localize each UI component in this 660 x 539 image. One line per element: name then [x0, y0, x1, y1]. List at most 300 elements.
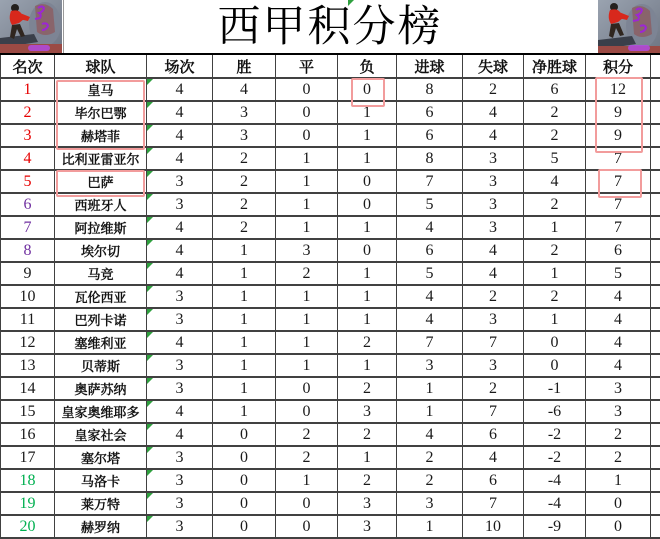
- drawn-cell: 0: [276, 401, 338, 422]
- sliver-cell: [651, 102, 660, 123]
- lost-cell: 2: [338, 424, 397, 445]
- lost-cell: 1: [338, 263, 397, 284]
- goals-against-cell: 4: [463, 102, 524, 123]
- goals-for-cell: 4: [397, 286, 463, 307]
- goals-against-cell: 6: [463, 424, 524, 445]
- table-row: [0, 355, 660, 378]
- goals-for-cell: 5: [397, 194, 463, 215]
- goal-diff-cell: 1: [524, 309, 586, 330]
- played-value: 3: [175, 195, 184, 213]
- error-triangle-icon: [147, 240, 153, 246]
- played-cell: [147, 378, 213, 399]
- played-cell: [147, 286, 213, 307]
- played-value: 4: [175, 218, 184, 236]
- played-value: 3: [175, 517, 184, 535]
- goals-for-cell: 2: [397, 470, 463, 491]
- standings-table: [0, 55, 660, 539]
- points-cell: 4: [586, 332, 651, 353]
- points-cell: 3: [586, 401, 651, 422]
- won-cell: 2: [213, 217, 276, 238]
- drawn-cell: 0: [276, 378, 338, 399]
- won-cell: 1: [213, 378, 276, 399]
- goal-diff-cell: 2: [524, 125, 586, 146]
- table-row: [0, 125, 660, 148]
- team-name-cell: 皇马: [55, 79, 147, 100]
- team-name-cell: 皇家奥维耶多: [55, 401, 147, 422]
- team-name-cell: 瓦伦西亚: [55, 286, 147, 307]
- table-row: [0, 447, 660, 470]
- error-triangle-icon: [147, 447, 153, 453]
- played-cell: [147, 171, 213, 192]
- sliver-cell: [651, 263, 660, 284]
- goal-diff-cell: -4: [524, 470, 586, 491]
- error-triangle-icon: [147, 355, 153, 361]
- table-row: [0, 79, 660, 102]
- sliver-cell: [651, 424, 660, 445]
- sliver-cell: [651, 240, 660, 261]
- table-row: [0, 148, 660, 171]
- table-row: [0, 309, 660, 332]
- won-cell: 3: [213, 125, 276, 146]
- rank-cell: 16: [1, 424, 55, 445]
- drawn-cell: 0: [276, 102, 338, 123]
- goal-diff-cell: -9: [524, 516, 586, 537]
- played-cell: [147, 447, 213, 468]
- goal-diff-cell: 2: [524, 240, 586, 261]
- sliver-cell: [651, 79, 660, 100]
- sliver-cell: [651, 125, 660, 146]
- points-cell: 7: [586, 194, 651, 215]
- table-row: [0, 470, 660, 493]
- won-cell: 3: [213, 102, 276, 123]
- table-body: [0, 79, 660, 539]
- rank-cell: 7: [1, 217, 55, 238]
- played-cell: [147, 470, 213, 491]
- played-cell: [147, 79, 213, 100]
- points-cell: 7: [586, 217, 651, 238]
- played-value: 3: [175, 310, 184, 328]
- played-value: 4: [175, 126, 184, 144]
- points-cell: 9: [586, 102, 651, 123]
- played-cell: [147, 125, 213, 146]
- goal-diff-cell: 0: [524, 355, 586, 376]
- header-goal-diff: 净胜球: [524, 55, 586, 77]
- sports-photo-art: [598, 0, 660, 53]
- drawn-cell: 0: [276, 125, 338, 146]
- played-value: 4: [175, 149, 184, 167]
- team-name-cell: 塞尔塔: [55, 447, 147, 468]
- goal-diff-cell: 4: [524, 171, 586, 192]
- error-triangle-icon: [147, 194, 153, 200]
- rank-cell: 2: [1, 102, 55, 123]
- points-cell: 12: [586, 79, 651, 100]
- lost-cell: 1: [338, 286, 397, 307]
- goals-against-cell: 2: [463, 286, 524, 307]
- played-value: 3: [175, 448, 184, 466]
- rank-cell: 3: [1, 125, 55, 146]
- goals-for-cell: 5: [397, 263, 463, 284]
- header-rank: 名次: [1, 55, 55, 77]
- lost-cell: 1: [338, 309, 397, 330]
- goal-diff-cell: -2: [524, 447, 586, 468]
- played-cell: [147, 309, 213, 330]
- rank-cell: 5: [1, 171, 55, 192]
- played-cell: [147, 240, 213, 261]
- points-cell: 3: [586, 378, 651, 399]
- played-value: 3: [175, 379, 184, 397]
- goals-for-cell: 6: [397, 240, 463, 261]
- team-name-cell: 巴列卡诺: [55, 309, 147, 330]
- drawn-cell: 1: [276, 217, 338, 238]
- goal-diff-cell: 2: [524, 194, 586, 215]
- sliver-cell: [651, 401, 660, 422]
- goals-against-cell: 10: [463, 516, 524, 537]
- goals-against-cell: 4: [463, 263, 524, 284]
- goal-diff-cell: 2: [524, 102, 586, 123]
- team-name-cell: 马竞: [55, 263, 147, 284]
- table-row: [0, 401, 660, 424]
- goals-against-cell: 3: [463, 217, 524, 238]
- header-points: 积分: [586, 55, 651, 77]
- team-name-cell: 埃尔切: [55, 240, 147, 261]
- played-cell: [147, 217, 213, 238]
- rank-cell: 20: [1, 516, 55, 537]
- won-cell: 0: [213, 516, 276, 537]
- rank-cell: 12: [1, 332, 55, 353]
- played-value: 3: [175, 172, 184, 190]
- goals-against-cell: 3: [463, 148, 524, 169]
- points-cell: 1: [586, 470, 651, 491]
- played-value: 4: [175, 425, 184, 443]
- goal-diff-cell: 1: [524, 217, 586, 238]
- error-triangle-icon: [147, 493, 153, 499]
- goal-diff-cell: 2: [524, 286, 586, 307]
- played-value: 3: [175, 471, 184, 489]
- header-team: 球队: [55, 55, 147, 77]
- corner-photo-left: [0, 0, 62, 53]
- drawn-cell: 1: [276, 470, 338, 491]
- goals-against-cell: 4: [463, 240, 524, 261]
- error-triangle-icon: [147, 148, 153, 154]
- goals-for-cell: 8: [397, 148, 463, 169]
- points-cell: 7: [586, 171, 651, 192]
- table-row: [0, 378, 660, 401]
- lost-cell: 2: [338, 470, 397, 491]
- lost-cell: 3: [338, 401, 397, 422]
- goal-diff-cell: 5: [524, 148, 586, 169]
- title-cell-divider-left: [63, 0, 64, 53]
- header-goals-for: 进球: [397, 55, 463, 77]
- won-cell: 2: [213, 148, 276, 169]
- sliver-cell: [651, 217, 660, 238]
- rank-cell: 9: [1, 263, 55, 284]
- sliver-cell: [651, 171, 660, 192]
- header-won: 胜: [213, 55, 276, 77]
- team-name-cell: 贝蒂斯: [55, 355, 147, 376]
- played-value: 3: [175, 356, 184, 374]
- played-cell: [147, 102, 213, 123]
- error-triangle-icon: [147, 217, 153, 223]
- points-cell: 4: [586, 286, 651, 307]
- table-row: [0, 286, 660, 309]
- error-triangle-icon: [147, 401, 153, 407]
- goals-for-cell: 6: [397, 102, 463, 123]
- team-name-cell: 比利亚雷亚尔: [55, 148, 147, 169]
- played-cell: [147, 493, 213, 514]
- rank-cell: 18: [1, 470, 55, 491]
- title-bar: [0, 0, 660, 55]
- table-row: [0, 102, 660, 125]
- points-cell: 9: [586, 125, 651, 146]
- header-played: 场次: [147, 55, 213, 77]
- goals-against-cell: 3: [463, 194, 524, 215]
- sliver-cell: [651, 493, 660, 514]
- table-row: [0, 516, 660, 539]
- goals-for-cell: 3: [397, 493, 463, 514]
- table-row: [0, 424, 660, 447]
- won-cell: 0: [213, 447, 276, 468]
- lost-cell: 0: [338, 79, 397, 100]
- rank-cell: 14: [1, 378, 55, 399]
- won-cell: 2: [213, 194, 276, 215]
- played-cell: [147, 263, 213, 284]
- sliver-cell: [651, 355, 660, 376]
- lost-cell: 1: [338, 355, 397, 376]
- team-name-cell: 毕尔巴鄂: [55, 102, 147, 123]
- drawn-cell: 1: [276, 148, 338, 169]
- table-row: [0, 332, 660, 355]
- goal-diff-cell: -4: [524, 493, 586, 514]
- rank-cell: 10: [1, 286, 55, 307]
- rank-cell: 6: [1, 194, 55, 215]
- goals-for-cell: 8: [397, 79, 463, 100]
- lost-cell: 2: [338, 332, 397, 353]
- drawn-cell: 1: [276, 355, 338, 376]
- sliver-cell: [651, 332, 660, 353]
- corner-photo-right: [598, 0, 660, 53]
- goals-against-cell: 3: [463, 355, 524, 376]
- played-cell: [147, 332, 213, 353]
- goals-against-cell: 7: [463, 401, 524, 422]
- won-cell: 4: [213, 79, 276, 100]
- goals-against-cell: 3: [463, 309, 524, 330]
- table-row: [0, 263, 660, 286]
- sliver-cell: [651, 378, 660, 399]
- goal-diff-cell: 6: [524, 79, 586, 100]
- goals-for-cell: 7: [397, 332, 463, 353]
- rank-cell: 11: [1, 309, 55, 330]
- rank-cell: 1: [1, 79, 55, 100]
- goals-for-cell: 2: [397, 447, 463, 468]
- goal-diff-cell: -6: [524, 401, 586, 422]
- lost-cell: 0: [338, 194, 397, 215]
- sliver-cell: [651, 516, 660, 537]
- rank-cell: 17: [1, 447, 55, 468]
- points-cell: 4: [586, 309, 651, 330]
- lost-cell: 1: [338, 447, 397, 468]
- goals-against-cell: 7: [463, 332, 524, 353]
- played-cell: [147, 424, 213, 445]
- goals-for-cell: 4: [397, 217, 463, 238]
- lost-cell: 0: [338, 240, 397, 261]
- lost-cell: 3: [338, 516, 397, 537]
- played-cell: [147, 516, 213, 537]
- drawn-cell: 1: [276, 309, 338, 330]
- team-name-cell: 阿拉维斯: [55, 217, 147, 238]
- table-row: [0, 493, 660, 516]
- drawn-cell: 0: [276, 516, 338, 537]
- drawn-cell: 2: [276, 447, 338, 468]
- drawn-cell: 2: [276, 263, 338, 284]
- played-value: 4: [175, 80, 184, 98]
- won-cell: 1: [213, 240, 276, 261]
- lost-cell: 3: [338, 493, 397, 514]
- lost-cell: 1: [338, 217, 397, 238]
- goal-diff-cell: 0: [524, 332, 586, 353]
- sliver-cell: [651, 148, 660, 169]
- goal-diff-cell: 1: [524, 263, 586, 284]
- goals-for-cell: 1: [397, 401, 463, 422]
- sliver-cell: [651, 286, 660, 307]
- points-cell: 0: [586, 516, 651, 537]
- played-value: 3: [175, 494, 184, 512]
- won-cell: 0: [213, 424, 276, 445]
- rank-cell: 8: [1, 240, 55, 261]
- won-cell: 1: [213, 401, 276, 422]
- drawn-cell: 3: [276, 240, 338, 261]
- played-cell: [147, 355, 213, 376]
- drawn-cell: 0: [276, 493, 338, 514]
- lost-cell: 2: [338, 378, 397, 399]
- played-value: 4: [175, 402, 184, 420]
- goals-for-cell: 6: [397, 125, 463, 146]
- table-row: [0, 194, 660, 217]
- header-lost: 负: [338, 55, 397, 77]
- drawn-cell: 1: [276, 332, 338, 353]
- sports-photo-art: [0, 0, 62, 53]
- error-triangle-icon: [147, 79, 153, 85]
- error-triangle-icon: [147, 171, 153, 177]
- table-row: [0, 240, 660, 263]
- points-cell: 5: [586, 263, 651, 284]
- lost-cell: 1: [338, 125, 397, 146]
- drawn-cell: 1: [276, 286, 338, 307]
- lost-cell: 1: [338, 148, 397, 169]
- error-triangle-icon: [147, 125, 153, 131]
- played-cell: [147, 148, 213, 169]
- sliver-cell: [651, 470, 660, 491]
- team-name-cell: 巴萨: [55, 171, 147, 192]
- drawn-cell: 1: [276, 171, 338, 192]
- won-cell: 1: [213, 263, 276, 284]
- goal-diff-cell: -2: [524, 424, 586, 445]
- drawn-cell: 1: [276, 194, 338, 215]
- team-name-cell: 西班牙人: [55, 194, 147, 215]
- goals-for-cell: 7: [397, 171, 463, 192]
- played-value: 4: [175, 103, 184, 121]
- error-triangle-icon: [147, 332, 153, 338]
- lost-cell: 1: [338, 102, 397, 123]
- goals-for-cell: 3: [397, 355, 463, 376]
- goals-for-cell: 1: [397, 516, 463, 537]
- played-value: 4: [175, 333, 184, 351]
- points-cell: 4: [586, 355, 651, 376]
- error-triangle-icon: [147, 263, 153, 269]
- goals-against-cell: 6: [463, 470, 524, 491]
- team-name-cell: 赫塔菲: [55, 125, 147, 146]
- team-name-cell: 塞维利亚: [55, 332, 147, 353]
- header-drawn: 平: [276, 55, 338, 77]
- played-value: 3: [175, 287, 184, 305]
- goals-against-cell: 2: [463, 79, 524, 100]
- goals-against-cell: 7: [463, 493, 524, 514]
- drawn-cell: 2: [276, 424, 338, 445]
- points-cell: 0: [586, 493, 651, 514]
- points-cell: 6: [586, 240, 651, 261]
- sliver-cell: [651, 309, 660, 330]
- sliver-cell: [651, 447, 660, 468]
- goals-against-cell: 3: [463, 171, 524, 192]
- rank-cell: 19: [1, 493, 55, 514]
- rank-cell: 13: [1, 355, 55, 376]
- goals-for-cell: 4: [397, 309, 463, 330]
- error-triangle-icon: [348, 0, 354, 6]
- table-header-row: [0, 55, 660, 79]
- won-cell: 1: [213, 355, 276, 376]
- played-cell: [147, 194, 213, 215]
- error-triangle-icon: [147, 424, 153, 430]
- played-value: 4: [175, 241, 184, 259]
- team-name-cell: 皇家社会: [55, 424, 147, 445]
- won-cell: 1: [213, 286, 276, 307]
- points-cell: 2: [586, 447, 651, 468]
- goals-for-cell: 4: [397, 424, 463, 445]
- won-cell: 2: [213, 171, 276, 192]
- error-triangle-icon: [147, 102, 153, 108]
- goals-for-cell: 1: [397, 378, 463, 399]
- drawn-cell: 0: [276, 79, 338, 100]
- won-cell: 0: [213, 470, 276, 491]
- error-triangle-icon: [147, 516, 153, 522]
- team-name-cell: 莱万特: [55, 493, 147, 514]
- table-row: [0, 217, 660, 240]
- lost-cell: 0: [338, 171, 397, 192]
- error-triangle-icon: [147, 470, 153, 476]
- goals-against-cell: 4: [463, 125, 524, 146]
- goals-against-cell: 2: [463, 378, 524, 399]
- team-name-cell: 马洛卡: [55, 470, 147, 491]
- won-cell: 0: [213, 493, 276, 514]
- sliver-cell: [651, 55, 660, 77]
- won-cell: 1: [213, 309, 276, 330]
- table-row: [0, 171, 660, 194]
- points-cell: 2: [586, 424, 651, 445]
- goals-against-cell: 4: [463, 447, 524, 468]
- header-goals-against: 失球: [463, 55, 524, 77]
- page-title: 西甲积分榜: [217, 4, 443, 51]
- team-name-cell: 奥萨苏纳: [55, 378, 147, 399]
- error-triangle-icon: [147, 309, 153, 315]
- played-cell: [147, 401, 213, 422]
- error-triangle-icon: [147, 378, 153, 384]
- team-name-cell: 赫罗纳: [55, 516, 147, 537]
- error-triangle-icon: [147, 286, 153, 292]
- played-value: 4: [175, 264, 184, 282]
- rank-cell: 4: [1, 148, 55, 169]
- sliver-cell: [651, 194, 660, 215]
- points-cell: 7: [586, 148, 651, 169]
- rank-cell: 15: [1, 401, 55, 422]
